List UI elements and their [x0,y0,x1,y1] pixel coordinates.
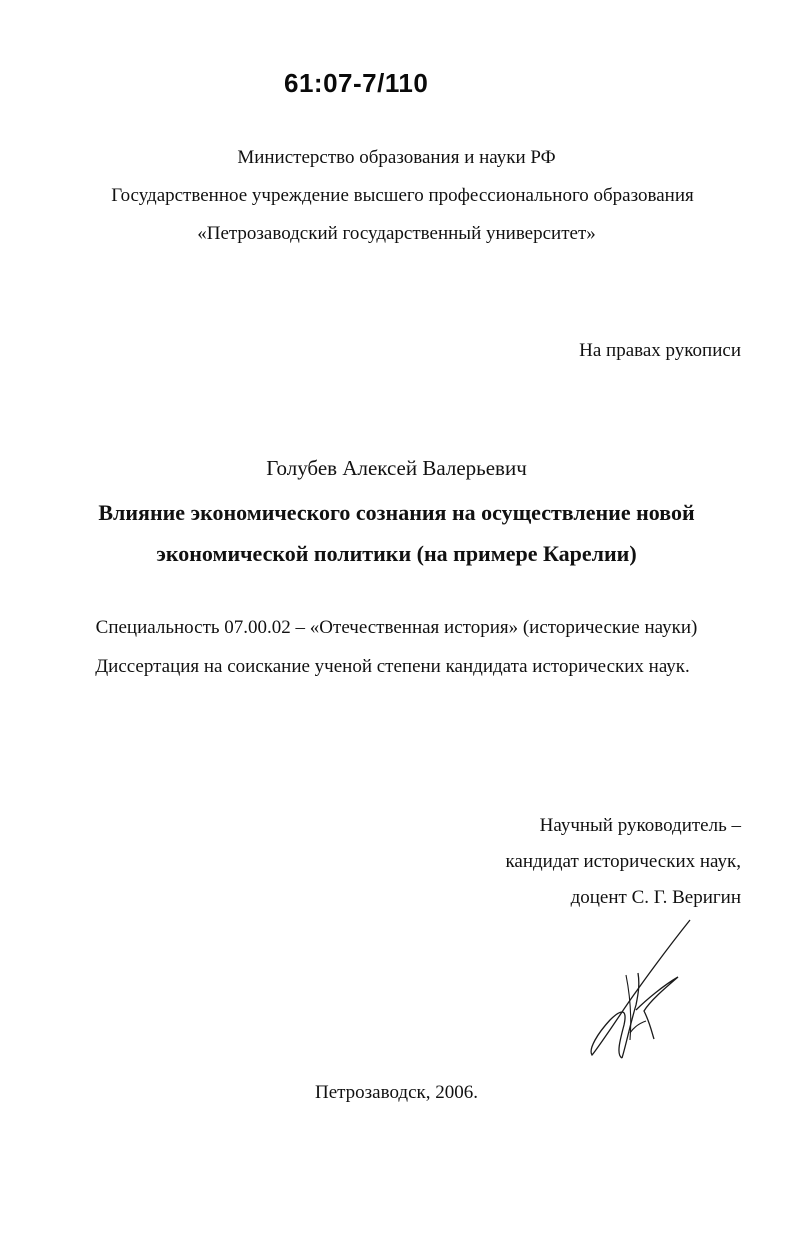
supervisor-role: Научный руководитель – [539,815,741,836]
place-and-year: Петрозаводск, 2006. [314,1082,478,1103]
author-name: Голубев Алексей Валерьевич [266,456,527,480]
university-name: «Петрозаводский государственный университет» [197,223,596,244]
supervisor-name: доцент С. Г. Веригин [570,887,741,908]
specialty-line: Специальность 07.00.02 – «Отечественная история» (исторические науки) [95,617,698,638]
dissertation-title-line-1: Влияние экономического сознания на осуществление новой [98,500,695,525]
handwritten-signature [580,915,700,1065]
supervisor-degree: кандидат исторических наук, [505,851,741,872]
ministry-name: Министерство образования и науки РФ [237,147,556,168]
dissertation-title-line-2: экономической политики (на примере Карелии) [156,541,637,566]
institution-name: Государственное учреждение высшего профессионального образования [111,185,694,206]
catalog-number: 61:07-7/110 [284,68,429,98]
manuscript-note: На правах рукописи [579,340,741,361]
degree-line: Диссертация на соискание ученой степени кандидата исторических наук. [95,656,690,677]
